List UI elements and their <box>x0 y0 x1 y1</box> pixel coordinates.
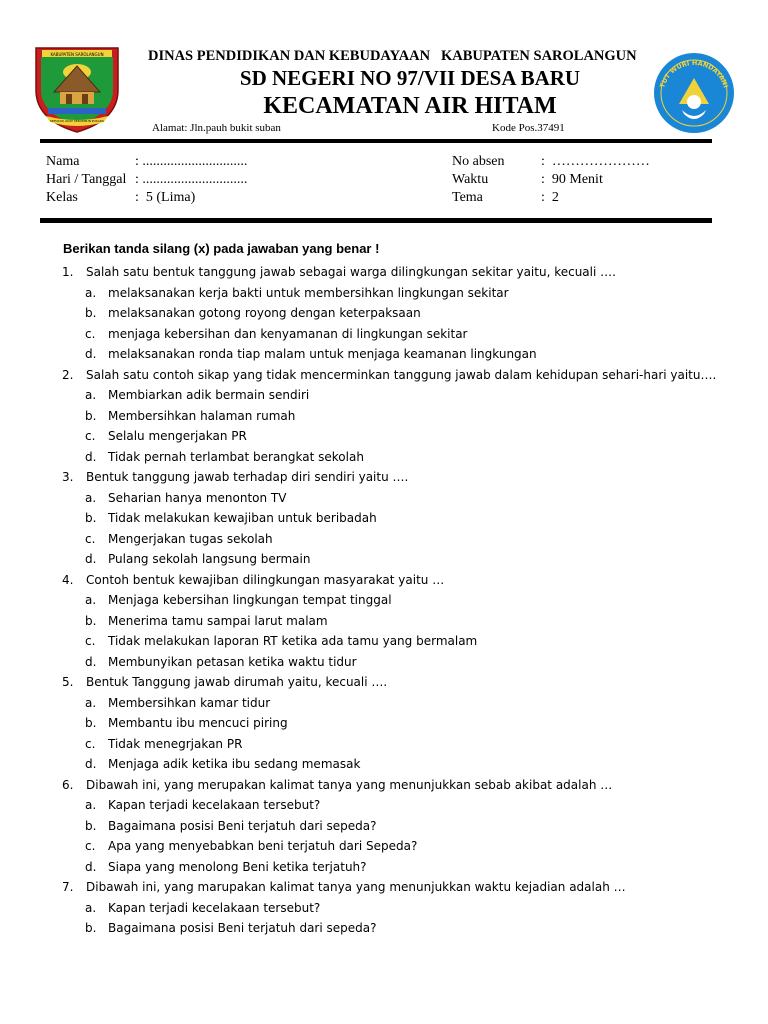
header-divider <box>40 139 712 143</box>
question-text: Salah satu contoh sikap yang tidak mencerminkan tanggung jawab dalam kehidupan sehari-hari yaitu…. <box>86 367 717 382</box>
time-label: Waktu <box>452 172 489 187</box>
option-letter: a. <box>85 490 97 505</box>
question-item <box>0 877 768 898</box>
answer-option[interactable] <box>0 816 768 837</box>
question-text: Bentuk Tanggung jawab dirumah yaitu, kecuali …. <box>86 675 388 689</box>
option-letter: c. <box>85 326 96 341</box>
option-letter: c. <box>85 839 96 853</box>
answer-option[interactable] <box>0 693 768 714</box>
answer-option[interactable] <box>0 754 768 775</box>
option-text: Bagaimana posisi Beni terjatuh dari sepeda? <box>108 818 377 833</box>
option-letter: d. <box>85 552 97 566</box>
absen-field[interactable]: : ………………… <box>541 154 650 169</box>
option-text: Bagaimana posisi Beni terjatuh dari sepeda? <box>108 921 377 935</box>
question-number: 3. <box>62 470 74 484</box>
letterhead <box>0 0 768 140</box>
name-field[interactable]: : .............................. <box>135 154 248 169</box>
option-text: Siapa yang menolong Beni ketika terjatuh? <box>108 859 367 874</box>
option-text: menjaga kebersihan dan kenyamanan di lingkungan sekitar <box>108 326 468 341</box>
option-letter: c. <box>85 429 96 443</box>
option-letter: a. <box>85 285 97 300</box>
option-letter: b. <box>85 818 97 833</box>
option-letter: a. <box>85 900 97 915</box>
option-letter: b. <box>85 613 97 628</box>
option-text: Tidak melakukan laporan RT ketika ada tamu yang bermalam <box>108 634 478 648</box>
logo-motto-text: TUT WURI HANDAYANI <box>658 58 730 89</box>
question-text: Dibawah ini, yang merupakan kalimat tanya yang menunjukkan sebab akibat adalah … <box>86 777 613 792</box>
option-letter: c. <box>85 634 96 648</box>
district-name: KECAMATAN AIR HITAM <box>263 93 557 119</box>
answer-option[interactable] <box>0 795 768 816</box>
option-letter: b. <box>85 511 97 525</box>
answer-option[interactable] <box>0 549 768 570</box>
answer-option[interactable] <box>0 283 768 304</box>
answer-option[interactable] <box>0 303 768 324</box>
question-item <box>0 262 768 283</box>
question-item <box>0 365 768 386</box>
option-letter: a. <box>85 798 97 812</box>
option-text: Menjaga adik ketika ibu sedang memasak <box>108 757 361 771</box>
date-label: Hari / Tanggal <box>46 172 127 187</box>
theme-label: Tema <box>452 190 483 205</box>
emblem-top-text: KABUPATEN SAROLANGUN <box>50 52 104 57</box>
option-letter: b. <box>85 921 97 935</box>
option-text: Tidak menegrjakan PR <box>108 736 243 751</box>
option-letter: b. <box>85 408 97 423</box>
option-text: Apa yang menyebabkan beni terjatuh dari Sepeda? <box>108 839 418 853</box>
option-text: Menjaga kebersihan lingkungan tempat tinggal <box>108 593 392 607</box>
answer-option[interactable] <box>0 631 768 652</box>
question-item <box>0 570 768 591</box>
answer-option[interactable] <box>0 836 768 857</box>
school-name: SD NEGERI NO 97/VII DESA BARU <box>239 66 581 90</box>
option-text: Membiarkan adik bermain sendiri <box>108 388 310 402</box>
answer-option[interactable] <box>0 406 768 427</box>
question-number: 4. <box>62 572 74 587</box>
option-text: Menerima tamu sampai larut malam <box>108 613 328 628</box>
option-letter: d. <box>85 757 97 771</box>
school-address: Alamat: Jln.pauh bukit suban <box>152 122 281 134</box>
regency-name: KABUPATEN SAROLANGUN <box>441 48 637 64</box>
answer-option[interactable] <box>0 918 768 939</box>
department-line <box>148 48 668 65</box>
answer-option[interactable] <box>0 713 768 734</box>
info-divider <box>40 218 712 223</box>
question-number: 6. <box>62 777 74 792</box>
option-text: melaksanakan ronda tiap malam untuk menjaga keamanan lingkungan <box>108 347 537 361</box>
option-text: Mengerjakan tugas sekolah <box>108 531 273 546</box>
option-letter: d. <box>85 449 97 464</box>
answer-option[interactable] <box>0 344 768 365</box>
option-letter: c. <box>85 531 96 546</box>
postal-code: Kode Pos.37491 <box>492 122 565 134</box>
question-text: Dibawah ini, yang marupakan kalimat tanya yang menunjukkan waktu kejadian adalah … <box>86 880 626 894</box>
tut-wuri-handayani-logo <box>649 52 739 134</box>
department-name: DINAS PENDIDIKAN DAN KEBUDAYAAN <box>148 48 431 64</box>
option-text: melaksanakan kerja bakti untuk membersihkan lingkungan sekitar <box>108 285 509 300</box>
answer-option[interactable] <box>0 611 768 632</box>
option-letter: d. <box>85 347 97 361</box>
question-number: 1. <box>62 265 74 279</box>
question-list <box>0 262 768 939</box>
answer-option[interactable] <box>0 488 768 509</box>
answer-option[interactable] <box>0 857 768 878</box>
option-text: Kapan terjadi kecelakaan tersebut? <box>108 798 321 812</box>
instruction: Berikan tanda silang (x) pada jawaban yang benar ! <box>63 241 380 256</box>
answer-option[interactable] <box>0 385 768 406</box>
answer-option[interactable] <box>0 529 768 550</box>
option-text: Membersihkan halaman rumah <box>108 408 296 423</box>
question-text: Bentuk tanggung jawab terhadap diri sendiri yaitu …. <box>86 470 409 484</box>
option-letter: b. <box>85 306 97 320</box>
answer-option[interactable] <box>0 652 768 673</box>
class-label: Kelas <box>46 190 78 205</box>
question-item <box>0 775 768 796</box>
question-number: 5. <box>62 675 74 689</box>
question-item <box>0 467 768 488</box>
answer-option[interactable] <box>0 590 768 611</box>
option-text: Membersihkan kamar tidur <box>108 695 271 710</box>
option-text: Membunyikan petasan ketika waktu tidur <box>108 654 357 669</box>
option-text: Kapan terjadi kecelakaan tersebut? <box>108 900 321 915</box>
emblem-bottom-text: SEPUCUK ADAT SERUMPUN PUSAKO <box>50 119 104 123</box>
option-letter: d. <box>85 654 97 669</box>
option-text: Tidak melakukan kewajiban untuk beribadah <box>108 511 377 525</box>
question-number: 2. <box>62 367 74 382</box>
answer-option[interactable] <box>0 734 768 755</box>
answer-option[interactable] <box>0 508 768 529</box>
answer-option[interactable] <box>0 324 768 345</box>
answer-option[interactable] <box>0 898 768 919</box>
option-text: Selalu mengerjakan PR <box>108 429 247 443</box>
option-text: Seharian hanya menonton TV <box>108 490 287 505</box>
option-letter: a. <box>85 593 97 607</box>
absen-label: No absen <box>452 154 505 169</box>
name-label: Nama <box>46 154 80 169</box>
option-letter: a. <box>85 695 97 710</box>
time-value: : 90 Menit <box>541 172 603 187</box>
option-letter: a. <box>85 388 97 402</box>
answer-option[interactable] <box>0 447 768 468</box>
option-letter: c. <box>85 736 96 751</box>
option-letter: d. <box>85 859 97 874</box>
class-value: : 5 (Lima) <box>135 190 196 205</box>
question-item <box>0 672 768 693</box>
theme-value: : 2 <box>541 190 559 205</box>
option-text: Pulang sekolah langsung bermain <box>108 552 311 566</box>
regency-emblem-logo <box>32 42 122 134</box>
option-text: melaksanakan gotong royong dengan keterpaksaan <box>108 306 421 320</box>
option-text: Membantu ibu mencuci piring <box>108 716 288 730</box>
date-field[interactable]: : .............................. <box>135 172 248 187</box>
answer-option[interactable] <box>0 426 768 447</box>
question-number: 7. <box>62 880 74 894</box>
question-text: Salah satu bentuk tanggung jawab sebagai warga dilingkungan sekitar yaitu, kecuali …. <box>86 265 616 279</box>
option-text: Tidak pernah terlambat berangkat sekolah <box>108 449 364 464</box>
option-letter: b. <box>85 716 97 730</box>
question-text: Contoh bentuk kewajiban dilingkungan masyarakat yaitu … <box>86 572 445 587</box>
